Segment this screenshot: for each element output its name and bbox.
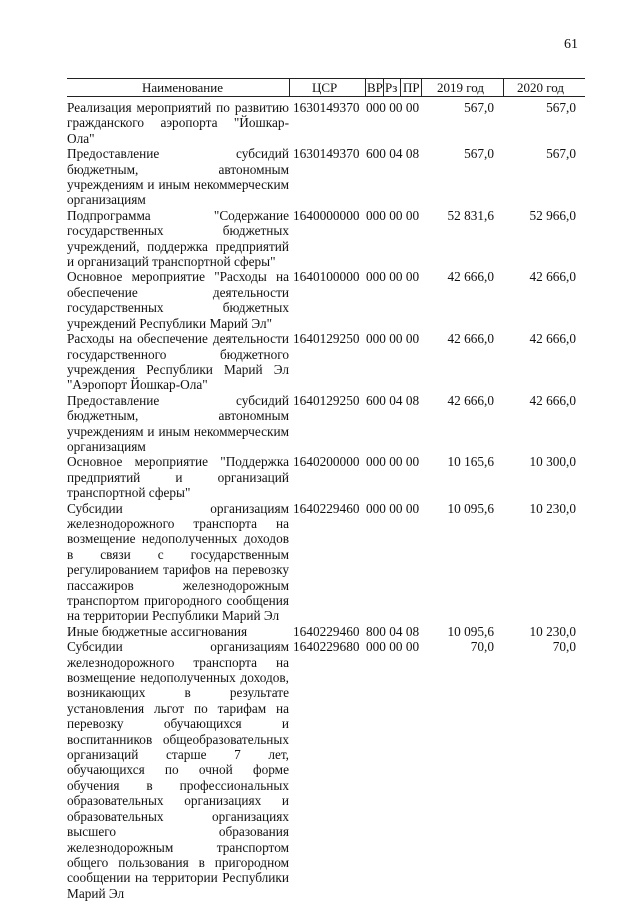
row-value-2019: 567,0 [464, 100, 494, 115]
header-2020: 2020 год [517, 80, 564, 95]
row-codes: 600 04 08 [366, 146, 420, 162]
row-value-2019: 70,0 [470, 639, 494, 655]
row-value-2019: 10 165,6 [447, 454, 494, 470]
row-value-2019: 567,0 [464, 146, 494, 162]
row-csr: 1640000000 [293, 207, 360, 223]
column-divider [365, 78, 366, 96]
column-divider [421, 78, 422, 96]
column-divider [503, 78, 504, 96]
header-rz: Рз [385, 80, 398, 95]
row-value-2020: 567,0 [546, 146, 576, 162]
row-value-2019: 10 095,6 [447, 623, 494, 639]
row-name: Субсидии организациям железнодорожного транспорта на возмещение недополученных доходов, возникающих в результате установления льгот по тарифам на перевозку обучающихся и воспитанников общеобразовательных организаций старше 7 лет, обучающихся по очной форме обучения в профессиональных образовательных организациях и образовательных организациях высшего образования железнодорожным транспортом общего пользования в пригородном сообщении на территории Республики Марий Эл [67, 639, 289, 901]
header-vr: ВР [367, 80, 383, 95]
row-value-2020: 567,0 [546, 100, 576, 115]
row-codes: 000 00 00 [366, 207, 420, 223]
table-row [0, 624, 639, 639]
row-value-2019: 42 666,0 [447, 269, 494, 285]
table-row [0, 146, 639, 208]
row-name: Реализация мероприятий по развитию гражданского аэропорта "Йошкар-Ола" [67, 100, 289, 146]
row-codes: 600 04 08 [366, 392, 420, 408]
row-codes: 800 04 08 [366, 623, 420, 639]
header-name: Наименование [142, 80, 223, 95]
row-csr: 1640100000 [293, 269, 360, 285]
header-pr: ПР [403, 80, 420, 95]
row-name: Иные бюджетные ассигнования [67, 623, 248, 639]
row-name: Расходы на обеспечение деятельности государственного бюджетного учреждения Республики Марий Эл "Аэропорт Йошкар-Ола" [67, 331, 289, 393]
row-value-2020: 42 666,0 [529, 392, 576, 408]
row-codes: 000 00 00 [366, 454, 420, 470]
table-row [0, 393, 639, 455]
row-value-2020: 70,0 [552, 639, 576, 655]
row-value-2019: 52 831,6 [447, 207, 494, 223]
row-name: Предоставление субсидий бюджетным, автономным учреждениям и иным некоммерческим организациям [67, 146, 289, 208]
column-divider [400, 78, 401, 96]
header-2019: 2019 год [437, 80, 484, 95]
column-divider [383, 78, 384, 96]
row-name: Подпрограмма "Содержание государственных бюджетных учреждений, поддержка предприятий и организаций транспортной сферы" [67, 207, 289, 270]
row-value-2019: 42 666,0 [447, 331, 494, 347]
row-value-2020: 10 230,0 [529, 500, 576, 516]
row-csr: 1640129250 [293, 392, 360, 408]
table-row [0, 269, 639, 331]
table-row [0, 331, 639, 393]
row-name: Основное мероприятие "Расходы на обеспечение деятельности государственных бюджетных учреждений Республики Марий Эл" [67, 269, 289, 331]
row-value-2019: 42 666,0 [447, 392, 494, 408]
row-codes: 000 00 00 [366, 639, 420, 655]
table-row [0, 454, 639, 500]
row-csr: 1630149370 [293, 146, 360, 162]
header-csr: ЦСР [312, 80, 338, 95]
row-codes: 000 00 00 [366, 331, 420, 347]
row-value-2019: 10 095,6 [447, 500, 494, 516]
row-name: Предоставление субсидий бюджетным, автономным учреждениям и иным некоммерческим организациям [67, 392, 289, 454]
row-csr: 1640129250 [293, 331, 360, 347]
row-csr: 1640229680 [293, 639, 360, 655]
table-row [0, 208, 639, 270]
table-row [0, 501, 639, 624]
table-row [0, 639, 639, 901]
row-codes: 000 00 00 [366, 500, 420, 516]
table-body [0, 100, 639, 901]
row-name: Субсидии организациям железнодорожного транспорта на возмещение недополученных доходов в связи с государственным регулированием тарифов на перевозку пассажиров железнодорожным транспортом пригородного сообщения на территории Республики Марий Эл [67, 500, 289, 624]
row-csr: 1640229460 [293, 623, 360, 639]
row-name: Основное мероприятие "Поддержка предприятий и организаций транспортной сферы" [67, 454, 289, 501]
row-codes: 000 00 00 [366, 100, 420, 115]
table-row [0, 100, 639, 146]
row-value-2020: 10 300,0 [529, 454, 576, 470]
row-value-2020: 10 230,0 [529, 623, 576, 639]
row-codes: 000 00 00 [366, 269, 420, 285]
row-csr: 1640229460 [293, 500, 360, 516]
row-value-2020: 52 966,0 [529, 207, 576, 223]
column-divider [289, 78, 290, 96]
row-csr: 1640200000 [293, 454, 360, 470]
row-csr: 1630149370 [293, 100, 360, 115]
row-value-2020: 42 666,0 [529, 269, 576, 285]
row-value-2020: 42 666,0 [529, 331, 576, 347]
page-number: 61 [564, 37, 578, 52]
